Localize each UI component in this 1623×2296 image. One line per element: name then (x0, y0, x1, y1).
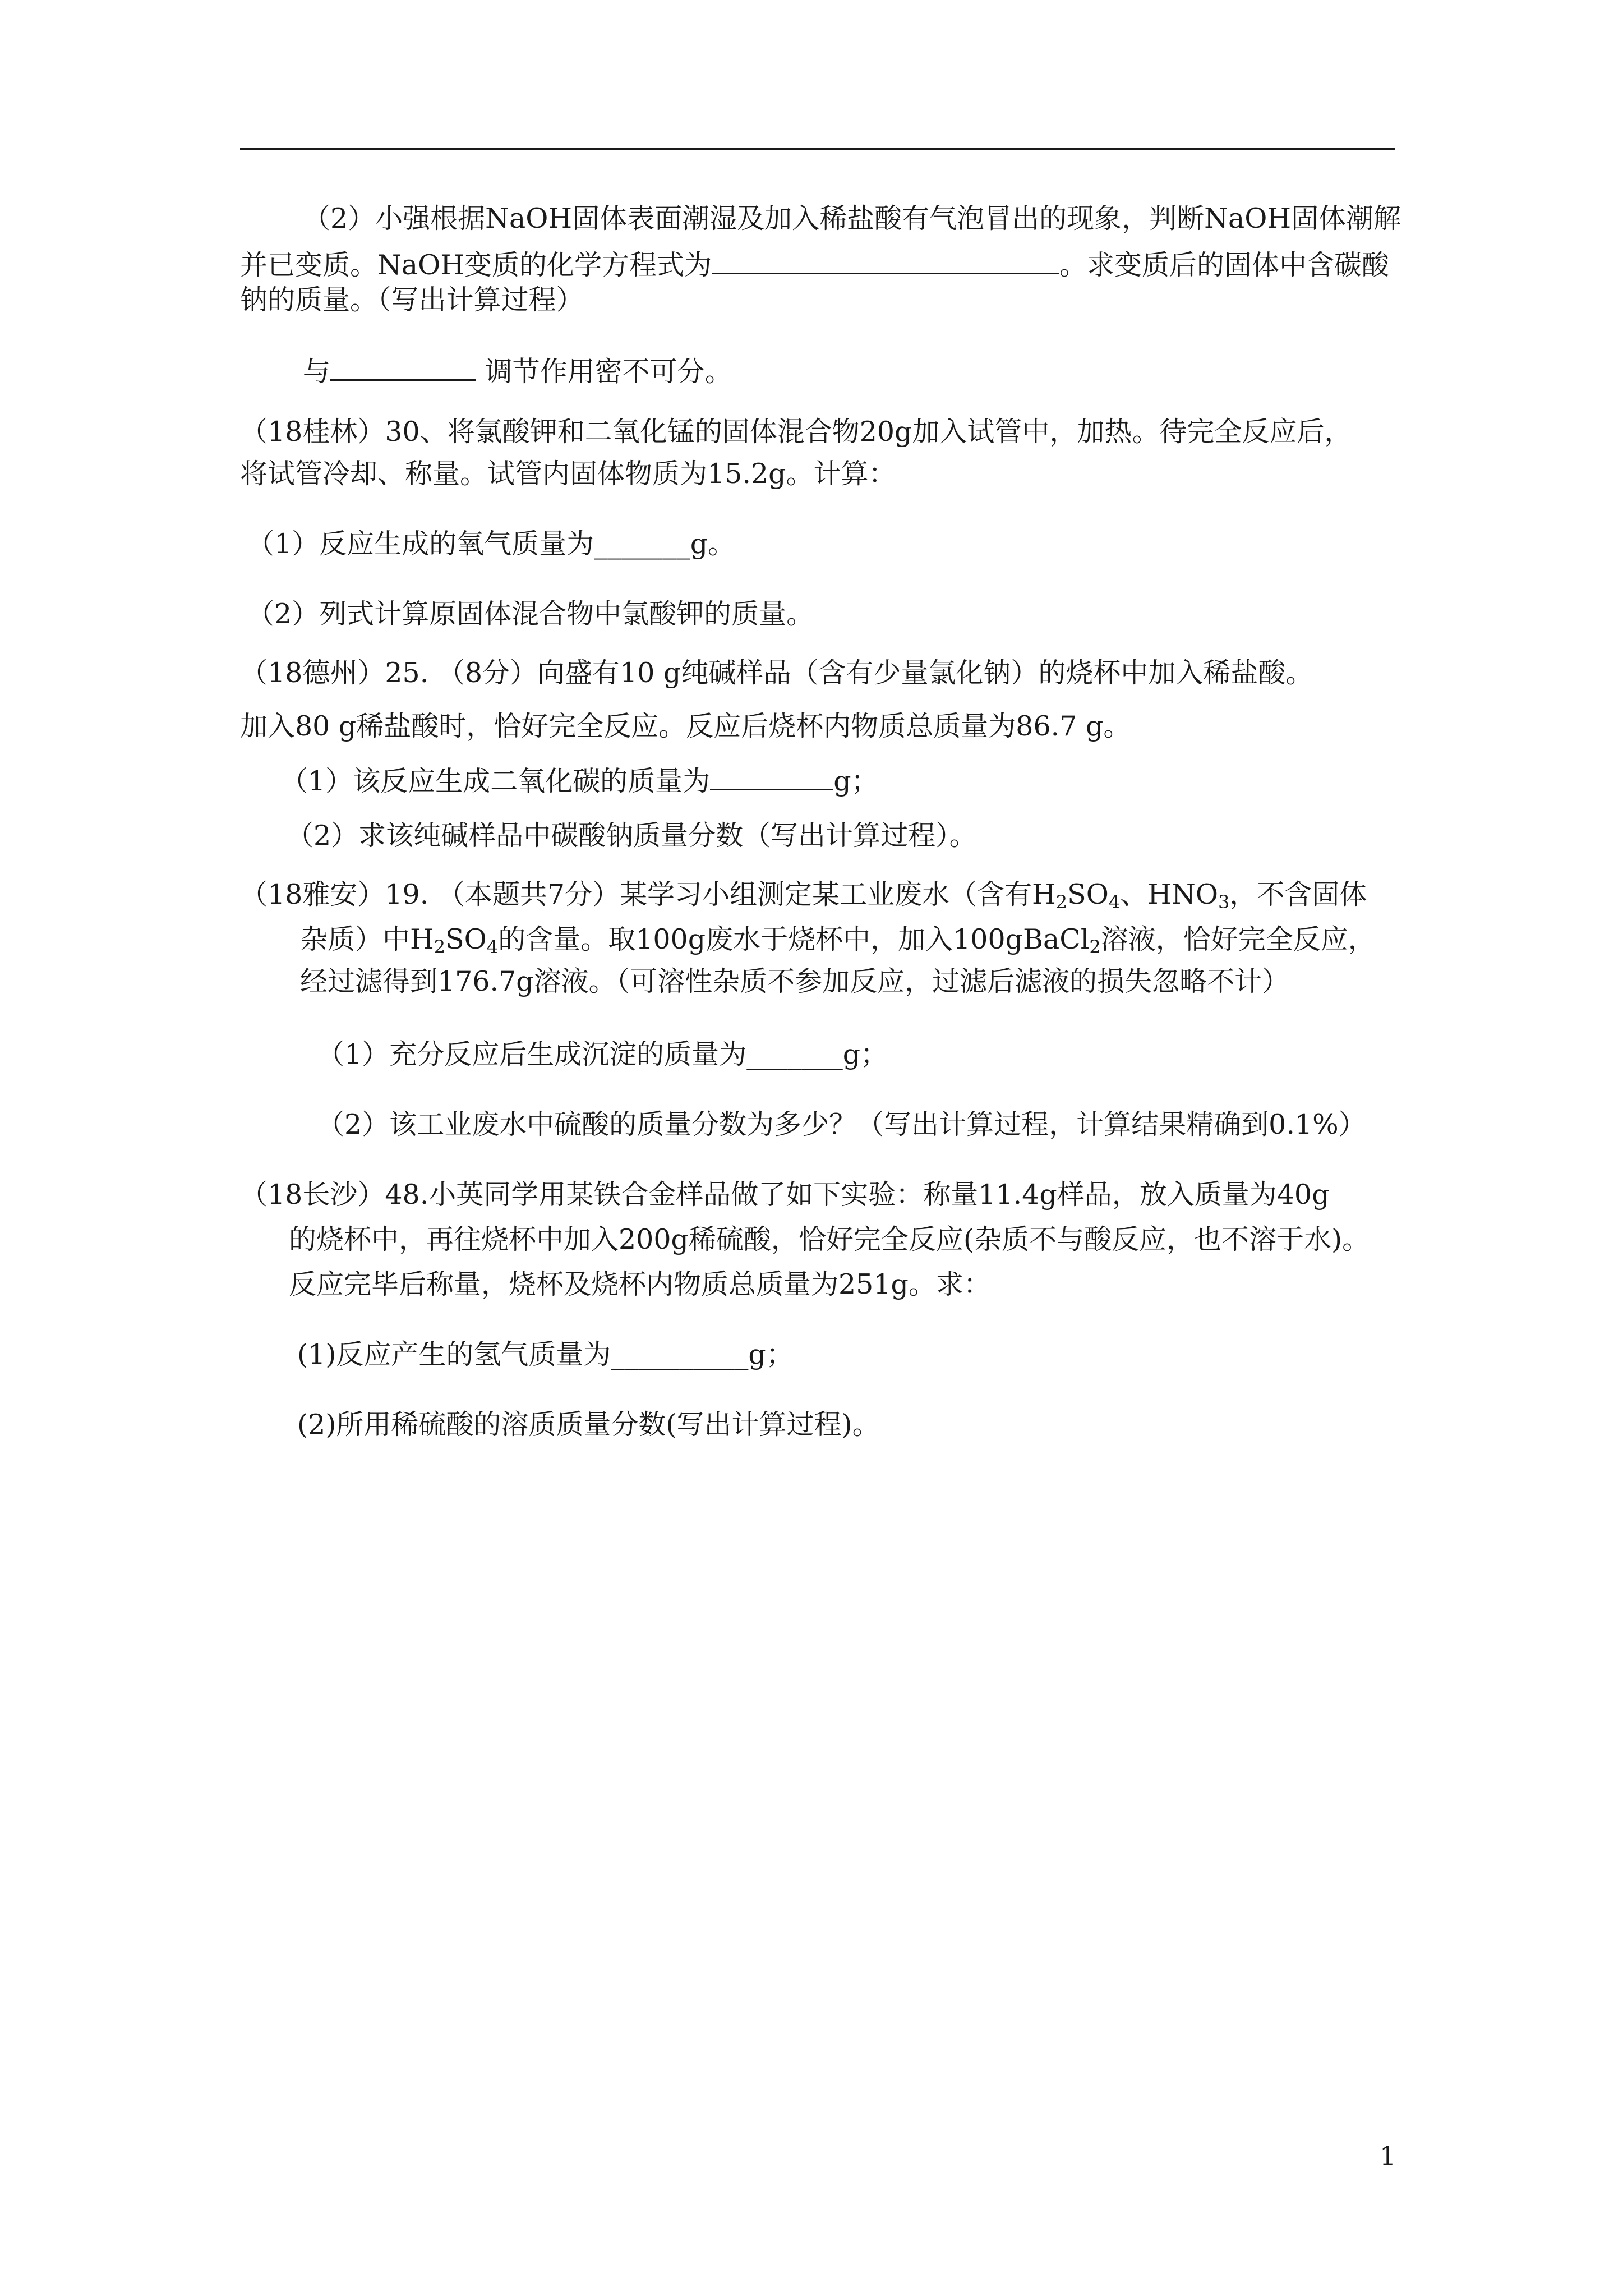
yaan-line1-sub1: 2 (1055, 891, 1068, 913)
yaan-line2-sub3: 2 (1089, 936, 1101, 958)
guilin-q1 (247, 527, 735, 561)
q2-naoh-line3: 钠的质量。（写出计算过程） (240, 284, 584, 316)
guilin-line2: 将试管冷却、称量。试管内固体物质为15.2g。计算： (240, 458, 896, 490)
yaan-line2-d: 溶液，恰好完全反应， (1100, 923, 1376, 955)
yaan-line1-d: ，不含固体 (1229, 878, 1367, 910)
co2-mass-blank[interactable] (710, 763, 833, 790)
changsha-line2: 的烧杯中，再往烧杯中加入200g稀硫酸，恰好完全反应(杂质不与酸反应，也不溶于水)。 (289, 1223, 1370, 1255)
dezhou-q1-a: （1）该反应生成二氧化碳的质量为 (280, 765, 711, 797)
yaan-line2 (300, 923, 1376, 956)
q2-naoh-line2 (240, 247, 1389, 282)
dezhou-q1 (280, 763, 879, 798)
yaan-q1-b: g； (842, 1038, 888, 1070)
guilin-q1-a: （1）反应生成的氧气质量为 (247, 528, 594, 560)
yaan-line1-b: SO (1067, 878, 1109, 910)
dezhou-line1: （18德州）25. （8分）向盛有10 g纯碱样品（含有少量氯化钠）的烧杯中加入稀盐酸。 (240, 657, 1313, 689)
yaan-line2-b: SO (445, 923, 487, 955)
fragment-blank[interactable] (330, 353, 476, 381)
yaan-line1-a: （18雅安）19. （本题共7分）某学习小组测定某工业废水（含有H (240, 878, 1056, 910)
fragment-a: 与 (303, 356, 331, 388)
changsha-q1 (297, 1338, 794, 1372)
dezhou-line2: 加入80 g稀盐酸时，恰好完全反应。反应后烧杯内物质总质量为86.7 g。 (240, 710, 1131, 742)
changsha-q1-a: (1)反应产生的氢气质量为 (297, 1338, 611, 1370)
oxygen-mass-blank[interactable]: _______ (594, 528, 690, 560)
q2-naoh-line2-b: 。求变质后的固体中含碳酸 (1059, 249, 1390, 281)
header-rule (240, 148, 1395, 150)
fragment-b: 调节作用密不可分。 (476, 356, 732, 388)
yaan-line1-sub3: 3 (1218, 891, 1230, 913)
dezhou-q2: （2）求该纯碱样品中碳酸钠质量分数（写出计算过程）。 (286, 820, 977, 852)
changsha-q1-b: g； (748, 1338, 794, 1370)
hydrogen-mass-blank[interactable]: __________ (611, 1338, 749, 1370)
yaan-q2: （2）该工业废水中硫酸的质量分数为多少？（写出计算过程，计算结果精确到0.1%） (317, 1108, 1366, 1140)
guilin-q2: （2）列式计算原固体混合物中氯酸钾的质量。 (247, 598, 814, 630)
yaan-line1 (240, 878, 1367, 912)
precipitate-mass-blank[interactable]: _______ (746, 1038, 843, 1070)
changsha-line3: 反应完毕后称量，烧杯及烧杯内物质总质量为251g。求： (289, 1268, 991, 1300)
yaan-q1 (317, 1038, 888, 1071)
guilin-line1: （18桂林）30、将氯酸钾和二氧化锰的固体混合物20g加入试管中，加热。待完全反应后， (240, 416, 1352, 448)
guilin-q1-b: g。 (690, 528, 736, 560)
yaan-line2-a: 杂质）中H (300, 923, 434, 955)
q2-naoh-line2-a: 并已变质。NaOH变质的化学方程式为 (240, 249, 712, 281)
yaan-q1-a: （1）充分反应后生成沉淀的质量为 (317, 1038, 747, 1070)
yaan-line1-sub2: 4 (1108, 891, 1121, 913)
q2-naoh-line1: （2）小强根据NaOH固体表面潮湿及加入稀盐酸有气泡冒出的现象，判断NaOH固体潮解 (303, 203, 1401, 234)
yaan-line2-c: 的含量。取100g废水于烧杯中，加入100gBaCl (498, 923, 1090, 955)
yaan-line2-sub2: 4 (486, 936, 499, 958)
yaan-line1-c: 、HNO (1120, 878, 1219, 910)
yaan-line3: 经过滤得到176.7g溶液。（可溶性杂质不参加反应，过滤后滤液的损失忽略不计） (300, 965, 1290, 997)
equation-answer-blank[interactable] (712, 247, 1059, 274)
changsha-line1: （18长沙）48.小英同学用某铁合金样品做了如下实验：称量11.4g样品，放入质量为40g (240, 1179, 1330, 1211)
changsha-q2: (2)所用稀硫酸的溶质质量分数(写出计算过程)。 (297, 1409, 880, 1441)
yaan-line2-sub1: 2 (434, 936, 446, 958)
page-number: 1 (1380, 2141, 1396, 2171)
dezhou-q1-b: g； (833, 765, 879, 797)
fragment-line (303, 353, 732, 389)
